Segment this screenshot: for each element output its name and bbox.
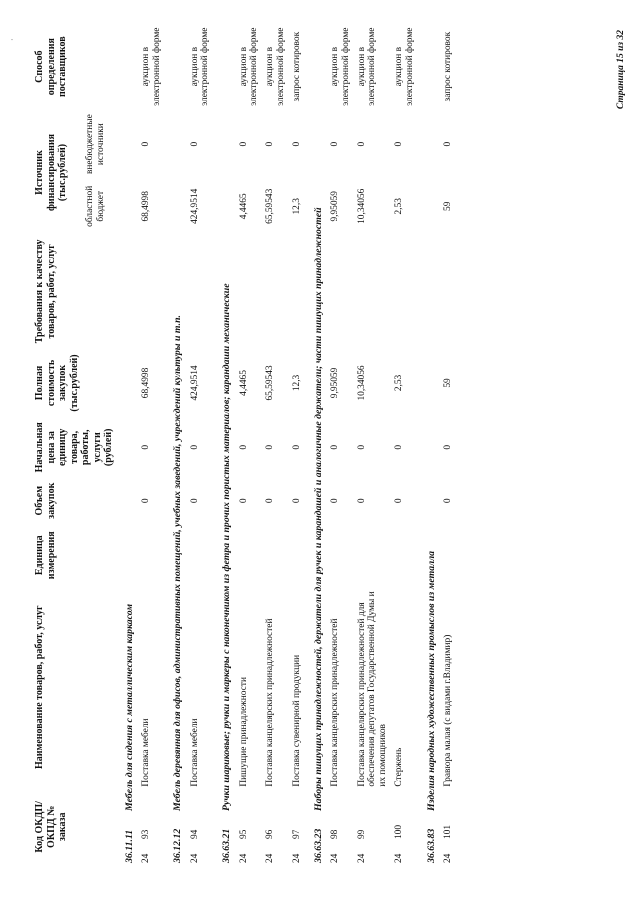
budget-cell: 65,59543: [265, 188, 276, 224]
order-number: 94: [189, 829, 200, 839]
other-source-cell: 0: [291, 141, 302, 147]
order-number: 98: [329, 829, 340, 839]
other-source-cell: 0: [393, 141, 404, 147]
order-code-cell: [353, 789, 390, 865]
group-code: 36.12.12: [172, 828, 184, 863]
table-row: [186, 23, 213, 865]
order-number: 95: [238, 829, 249, 839]
price-cell: 0: [393, 444, 404, 450]
item-name: Поставка канцелярских принадлежностей: [265, 618, 276, 787]
volume-cell: 0: [442, 498, 453, 504]
method-cell: аукцион в электронной форме: [356, 27, 378, 106]
volume-cell: 0: [238, 498, 249, 504]
requirements-cell: [390, 235, 417, 348]
price-cell: 0: [291, 444, 302, 450]
total-cell: 12,3: [291, 374, 302, 392]
header-unit: Единица измерения: [34, 531, 57, 580]
header-price: Начальная цена за единицу товара, работы, услуги (рублей): [34, 422, 114, 473]
header-source-budget: областной бюджет: [84, 185, 106, 227]
item-name: Поставка канцелярских принадлежностей для обеспечения депутатов Государственной Думы и их помощников: [356, 591, 389, 787]
other-source-cell: 0: [265, 141, 276, 147]
budget-cell: 68,4998: [140, 191, 151, 222]
price-cell: 0: [265, 444, 276, 450]
total-cell: 59: [442, 378, 453, 388]
order-code: 24: [291, 853, 302, 863]
order-code: 24: [238, 853, 249, 863]
budget-cell: 10,34056: [356, 188, 367, 224]
method-cell: аукцион в электронной форме: [238, 27, 260, 106]
method-cell: аукцион в электронной форме: [265, 27, 286, 106]
table-row: [137, 23, 164, 865]
item-name: Стержень: [393, 747, 404, 787]
group-title: Мебель для сидения с металлическим каркасом: [123, 603, 135, 811]
total-cell: 10,34056: [356, 365, 367, 401]
method-cell: аукцион в электронной форме: [140, 27, 162, 106]
price-cell: 0: [189, 444, 200, 450]
price-cell: 0: [442, 444, 453, 450]
method-cell: аукцион в электронной форме: [189, 27, 211, 106]
price-cell: 0: [356, 444, 367, 450]
unit-cell: [326, 525, 353, 586]
other-source-cell: 0: [140, 141, 151, 147]
item-name: Поставка мебели: [140, 718, 151, 787]
order-code-cell: [326, 789, 353, 865]
group-code: 36.63.21: [221, 828, 233, 863]
volume-cell: 0: [356, 498, 367, 504]
header-code: Код ОКДП/ ОКПД № заказа: [34, 801, 68, 853]
group-title: Наборы пишущих принадлежностей, держатели для ручек и карандашей и аналогичные держатели; части пишущих принадлежностей: [312, 207, 324, 811]
order-code: 24: [189, 853, 200, 863]
order-code: 24: [140, 853, 151, 863]
order-code-cell: [186, 789, 213, 865]
method-cell: запрос котировок: [442, 31, 453, 102]
group-title: Мебель деревянная для офисов, административных помещений, учебных заведений, учреждений культуры и т.п.: [172, 315, 184, 811]
corner-mark: ·: [8, 38, 17, 41]
order-code: 24: [356, 853, 367, 863]
other-source-cell: 0: [238, 141, 249, 147]
table-row: [326, 23, 353, 865]
unit-cell: [288, 525, 304, 586]
order-code-cell: [390, 789, 417, 865]
order-number: 93: [140, 829, 151, 839]
requirements-cell: [288, 235, 304, 348]
other-source-cell: 0: [356, 141, 367, 147]
table-row: [235, 23, 262, 865]
volume-cell: 0: [329, 498, 340, 504]
table-row: [288, 23, 304, 865]
group-code: 36.63.23: [312, 828, 324, 863]
order-code-cell: [235, 789, 262, 865]
group-title: Изделия народных художественных промыслов из металла: [425, 550, 437, 811]
total-cell: 4,4465: [238, 370, 249, 396]
group-cell: [304, 23, 326, 865]
requirements-cell: [261, 235, 288, 348]
group-cell: [115, 23, 137, 865]
group-row: [115, 23, 137, 865]
budget-cell: 12,3: [291, 198, 302, 215]
group-title: Ручки шариковые; ручки и маркеры с наконечником из фетра и прочих пористых материалов; карандаши механические: [221, 283, 233, 811]
requirements-cell: [235, 235, 262, 348]
other-source-cell: 0: [329, 141, 340, 147]
order-code: 24: [442, 853, 453, 863]
order-code-cell: [439, 789, 455, 865]
order-number: 96: [265, 829, 276, 839]
order-number: 99: [356, 829, 367, 839]
method-cell: запрос котировок: [291, 31, 302, 102]
budget-cell: 9,95059: [329, 191, 340, 222]
group-code: 36.11.11: [123, 829, 135, 863]
volume-cell: 0: [291, 498, 302, 504]
order-code-cell: [137, 789, 164, 865]
requirements-cell: [439, 235, 455, 348]
total-cell: 424,9514: [189, 365, 200, 401]
total-cell: 65,59543: [265, 365, 276, 401]
order-code-cell: [261, 789, 288, 865]
price-cell: 0: [238, 444, 249, 450]
table-header: [34, 23, 115, 865]
other-source-cell: 0: [442, 141, 453, 147]
unit-cell: [390, 525, 417, 586]
group-cell: [212, 23, 234, 865]
budget-cell: 424,9514: [189, 188, 200, 224]
header-total: Полная стоимость закупок (тыс.рублей): [34, 354, 80, 412]
unit-cell: [186, 525, 213, 586]
requirements-cell: [137, 235, 164, 348]
item-name: Пишущие принадлежности: [238, 677, 249, 787]
header-source: Источник финансирования (тыс.рублей): [34, 133, 68, 212]
header-requirements: Требования к качеству товаров, работ, услуг: [34, 239, 57, 344]
group-cell: [417, 23, 439, 865]
order-code: 24: [265, 853, 276, 863]
header-name: Наименование товаров, работ, услуг: [34, 605, 45, 770]
requirements-cell: [186, 235, 213, 348]
budget-cell: 4,4465: [238, 193, 249, 220]
group-row: [212, 23, 234, 865]
group-row: [163, 23, 185, 865]
volume-cell: 0: [265, 498, 276, 504]
volume-cell: 0: [140, 498, 151, 504]
table-row: [353, 23, 390, 865]
volume-cell: 0: [393, 498, 404, 504]
unit-cell: [235, 525, 262, 586]
requirements-cell: [353, 235, 390, 348]
order-number: 97: [291, 829, 302, 839]
page-number: Страница 15 из 32: [616, 30, 626, 110]
unit-cell: [353, 525, 390, 586]
method-cell: аукцион в электронной форме: [329, 27, 351, 106]
order-number: 100: [393, 824, 404, 839]
unit-cell: [261, 525, 288, 586]
order-number: 101: [442, 824, 453, 839]
table-row: [390, 23, 417, 865]
unit-cell: [439, 525, 455, 586]
other-source-cell: 0: [189, 141, 200, 147]
group-row: [417, 23, 439, 865]
order-code: 24: [329, 853, 340, 863]
requirements-cell: [326, 235, 353, 348]
total-cell: 2,53: [393, 374, 404, 392]
total-cell: 68,4998: [140, 367, 151, 399]
group-row: [304, 23, 326, 865]
unit-cell: [137, 525, 164, 586]
item-name: Гравюра малая (с видами г.Владимир): [442, 634, 453, 787]
item-name: Поставка канцелярских принадлежностей: [329, 618, 340, 787]
table-row: [261, 23, 288, 865]
table-body: [115, 23, 455, 865]
price-cell: 0: [329, 444, 340, 450]
header-method: Способ определения поставщиков: [34, 36, 68, 97]
total-cell: 9,95059: [329, 367, 340, 399]
procurement-table: [34, 23, 455, 865]
header-volume: Объем закупок: [34, 482, 57, 519]
price-cell: 0: [140, 444, 151, 450]
order-code: 24: [393, 853, 404, 863]
order-code-cell: [288, 789, 304, 865]
budget-cell: 59: [442, 201, 453, 211]
group-code: 36.63.83: [425, 828, 437, 863]
volume-cell: 0: [189, 498, 200, 504]
table-row: [439, 23, 455, 865]
budget-cell: 2,53: [393, 198, 404, 215]
item-name: Поставка мебели: [189, 718, 200, 787]
group-cell: [163, 23, 185, 865]
item-name: Поставка сувенирной продукции: [291, 654, 302, 787]
header-source-other: внебюджетные источники: [84, 114, 106, 175]
method-cell: аукцион в электронной форме: [393, 27, 415, 106]
